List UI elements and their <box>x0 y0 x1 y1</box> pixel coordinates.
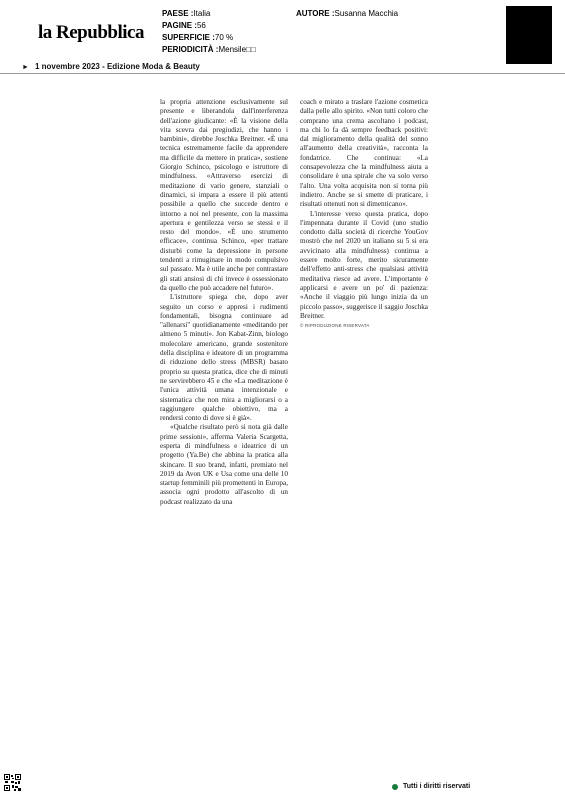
article-paragraph: L'interesse verso questa pratica, dopo l'impennata durante il Covid (uno studio condotto dalla società di ricerche YouGov mostrò che nel 2020 un italiano su 5 si era avvicinato alla mindfulness) continua a essere molto forte, merito sicuramente dell'effetto anti-stress che qualsiasi attività meditativa riesce ad avere. L'importante è applicarsi e avere un po' di pazienza: «Anche il viaggio più lungo inizia da un piccolo passo», suggerisce il saggio Joschka Breitner. <box>300 209 428 320</box>
edition-line <box>22 62 200 71</box>
header-divider <box>0 73 565 74</box>
meta-autore <box>296 8 398 20</box>
redaction-block <box>506 6 552 64</box>
meta-pagine <box>162 20 256 32</box>
meta-superficie-value: 70 % <box>214 33 234 42</box>
meta-autore-value: Susanna Macchia <box>334 9 399 18</box>
meta-superficie-label: SUPERFICIE : <box>162 33 215 42</box>
arrow-right-icon: ► <box>22 64 29 71</box>
metadata-block <box>162 8 256 56</box>
status-dot-icon <box>392 784 398 790</box>
meta-periodicita-value: Mensile□□ <box>218 45 256 54</box>
article-paragraph: coach e mirato a traslare l'azione cosmetica dalla pelle allo spirito. «Non tutti coloro che comprano una crema ascoltano i podcast, ma chi lo fa dà sempre feedback positivi: dal miglioramento della qualità del sonno all'aumento della creatività», racconta la fondatrice. Che continua: «La consapevolezza che la mindfulness aiuta a consolidare è una spirale che va solo verso l'alto. Una volta acquisita non si torna più indietro. Anche se si smette di praticare, i risultati ottenuti non si dimenticano». <box>300 98 428 209</box>
article-column-2 <box>300 98 428 330</box>
article-column-1 <box>160 98 288 507</box>
article-paragraph: «Qualche risultato però si nota già dalle prime sessioni», afferma Valeria Scargetta, esperta di mindfulness e ideatrice di un progetto (Ya.Be) che abbina la pratica alla skincare. Il suo brand, infatti, premiato nel 2019 da Avon UK e Usa come una delle 10 startup femminili più promettenti in Europa, associa ogni prodotto all'ascolto di un podcast realizzato da una <box>160 423 288 506</box>
rights-text: Tutti i diritti riservati <box>403 783 471 790</box>
meta-pagine-value: 56 <box>196 21 206 30</box>
article-paragraph: la propria attenzione esclusivamente sul presente e liberandola dall'interferenza dell'azione giudicante: «È la visione della vita scevra dai pregiudizi, che hanno i bambini», direbbe Joschka Breitner. «È una tecnica estremamente facile da apprendere ma difficile da mettere in pratica», sostiene Giorgio Schinco, psicologo e istruttore di mindfulness. «Attraverso esercizi di meditazione di vario genere, stanziali o dinamici, si impara a essere il più attenti possibile a quello che succede dentro e intorno a noi nel presente, con la massima apertura e gentilezza verso se stessi e il resto del mondo». «È uno strumento efficace», continua Schinco, «per trattare disturbi come la depressione in persone tendenti a rimuginare in modo compulsivo sul passato. Ma è utile anche per contrastare gli stati ansiosi di chi invece è ossessionato da quello che può accadere nel futuro». <box>160 98 288 292</box>
author-block <box>296 8 398 20</box>
meta-autore-label: AUTORE : <box>296 9 335 18</box>
qr-code-icon <box>4 774 21 791</box>
meta-paese-value: Italia <box>193 9 211 18</box>
meta-pagine-label: PAGINE : <box>162 21 197 30</box>
edition-text: 1 novembre 2023 - Edizione Moda & Beauty <box>34 62 200 71</box>
meta-periodicita-label: PERIODICITÀ : <box>162 45 219 54</box>
article-paragraph: L'istruttore spiega che, dopo aver seguito un corso e appresi i rudimenti fondamentali, bisogna continuare ad "allenarsi" quotidianamente «meditando per almeno 5 minuti». Jon Kabat-Zinn, biologo molecolare americano, grande sostenitore della disciplina e ideatore di un programma di riduzione dello stress (MBSR) basato proprio su questa pratica, dice che di minuti ne servirebbero 45 e che «La meditazione è l'unica attività umana intenzionale e sistematica che non mira a migliorarsi o a raggiungere qualche obiettivo, ma a rendersi conto di dove si è già». <box>160 293 288 423</box>
meta-superficie <box>162 32 256 44</box>
copyright-notice: © RIPRODUZIONE RISERVATA <box>300 323 370 329</box>
meta-periodicita <box>162 44 256 56</box>
rights-notice <box>392 783 470 790</box>
meta-paese <box>162 8 256 20</box>
newspaper-masthead: la Repubblica <box>38 22 144 43</box>
meta-paese-label: PAESE : <box>162 9 194 18</box>
